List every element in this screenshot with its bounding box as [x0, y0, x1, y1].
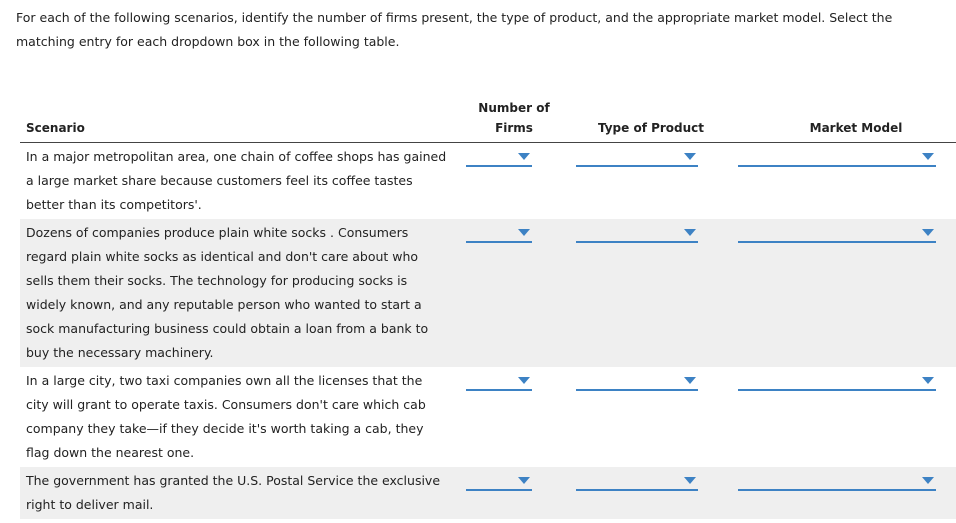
caret-down-icon	[518, 229, 530, 236]
market-model-dropdown[interactable]	[738, 227, 936, 243]
firms-dropdown[interactable]	[466, 475, 532, 491]
market-model-dropdown[interactable]	[738, 375, 936, 391]
model-cell	[732, 219, 956, 367]
caret-down-icon	[518, 477, 530, 484]
header-scenario: Scenario	[20, 98, 458, 143]
caret-down-icon	[684, 229, 696, 236]
type-cell	[570, 467, 732, 519]
caret-down-icon	[922, 377, 934, 384]
firms-dropdown[interactable]	[466, 375, 532, 391]
type-of-product-dropdown[interactable]	[576, 375, 698, 391]
type-cell	[570, 367, 732, 467]
caret-down-icon	[518, 377, 530, 384]
scenario-text: In a major metropolitan area, one chain of coffee shops has gained a large market share because customers feel its coffee tastes better than its competitors'.	[26, 149, 447, 212]
model-cell	[732, 143, 956, 220]
table-row	[20, 467, 956, 519]
header-type-of-product: Type of Product	[570, 98, 732, 143]
type-cell	[570, 219, 732, 367]
caret-down-icon	[922, 153, 934, 160]
firms-dropdown[interactable]	[466, 227, 532, 243]
firms-cell	[458, 467, 570, 519]
market-model-dropdown[interactable]	[738, 475, 936, 491]
caret-down-icon	[922, 477, 934, 484]
model-cell	[732, 367, 956, 467]
market-model-dropdown[interactable]	[738, 151, 936, 167]
type-of-product-dropdown[interactable]	[576, 151, 698, 167]
type-of-product-dropdown[interactable]	[576, 227, 698, 243]
instructions-text: For each of the following scenarios, identify the number of firms present, the type of product, and the appropriate market model. Select the matching entry for each dropdown box in the following table.	[16, 10, 893, 49]
scenario-text: Dozens of companies produce plain white socks . Consumers regard plain white socks as identical and don't care about who sells them their socks. The technology for producing socks is widely known, and any reputable person who wanted to start a sock manufacturing business could obtain a loan from a bank to buy the necessary machinery.	[20, 219, 458, 367]
table-row	[20, 219, 956, 367]
firms-cell	[458, 219, 570, 367]
type-of-product-dropdown[interactable]	[576, 475, 698, 491]
header-firms-line2: Firms	[495, 121, 533, 135]
caret-down-icon	[684, 377, 696, 384]
model-cell	[732, 467, 956, 519]
firms-cell	[458, 143, 570, 220]
caret-down-icon	[518, 153, 530, 160]
type-cell	[570, 143, 732, 220]
header-firms-line1: Number of	[478, 101, 550, 115]
table-row	[20, 367, 956, 467]
caret-down-icon	[922, 229, 934, 236]
scenario-table-container	[20, 98, 932, 519]
header-market-model: Market Model	[732, 98, 956, 143]
scenario-text: The government has granted the U.S. Postal Service the exclusive right to deliver mail.	[20, 467, 458, 519]
scenario-text: In a large city, two taxi companies own all the licenses that the city will grant to operate taxis. Consumers don't care which cab company they take—if they decide it's worth taking a cab, they flag down the nearest one.	[26, 373, 426, 460]
caret-down-icon	[684, 153, 696, 160]
firms-cell	[458, 367, 570, 467]
caret-down-icon	[684, 477, 696, 484]
scenario-table	[20, 98, 956, 519]
firms-dropdown[interactable]	[466, 151, 532, 167]
table-header-row	[20, 98, 956, 143]
table-row	[20, 143, 956, 220]
header-number-of-firms	[458, 98, 570, 143]
